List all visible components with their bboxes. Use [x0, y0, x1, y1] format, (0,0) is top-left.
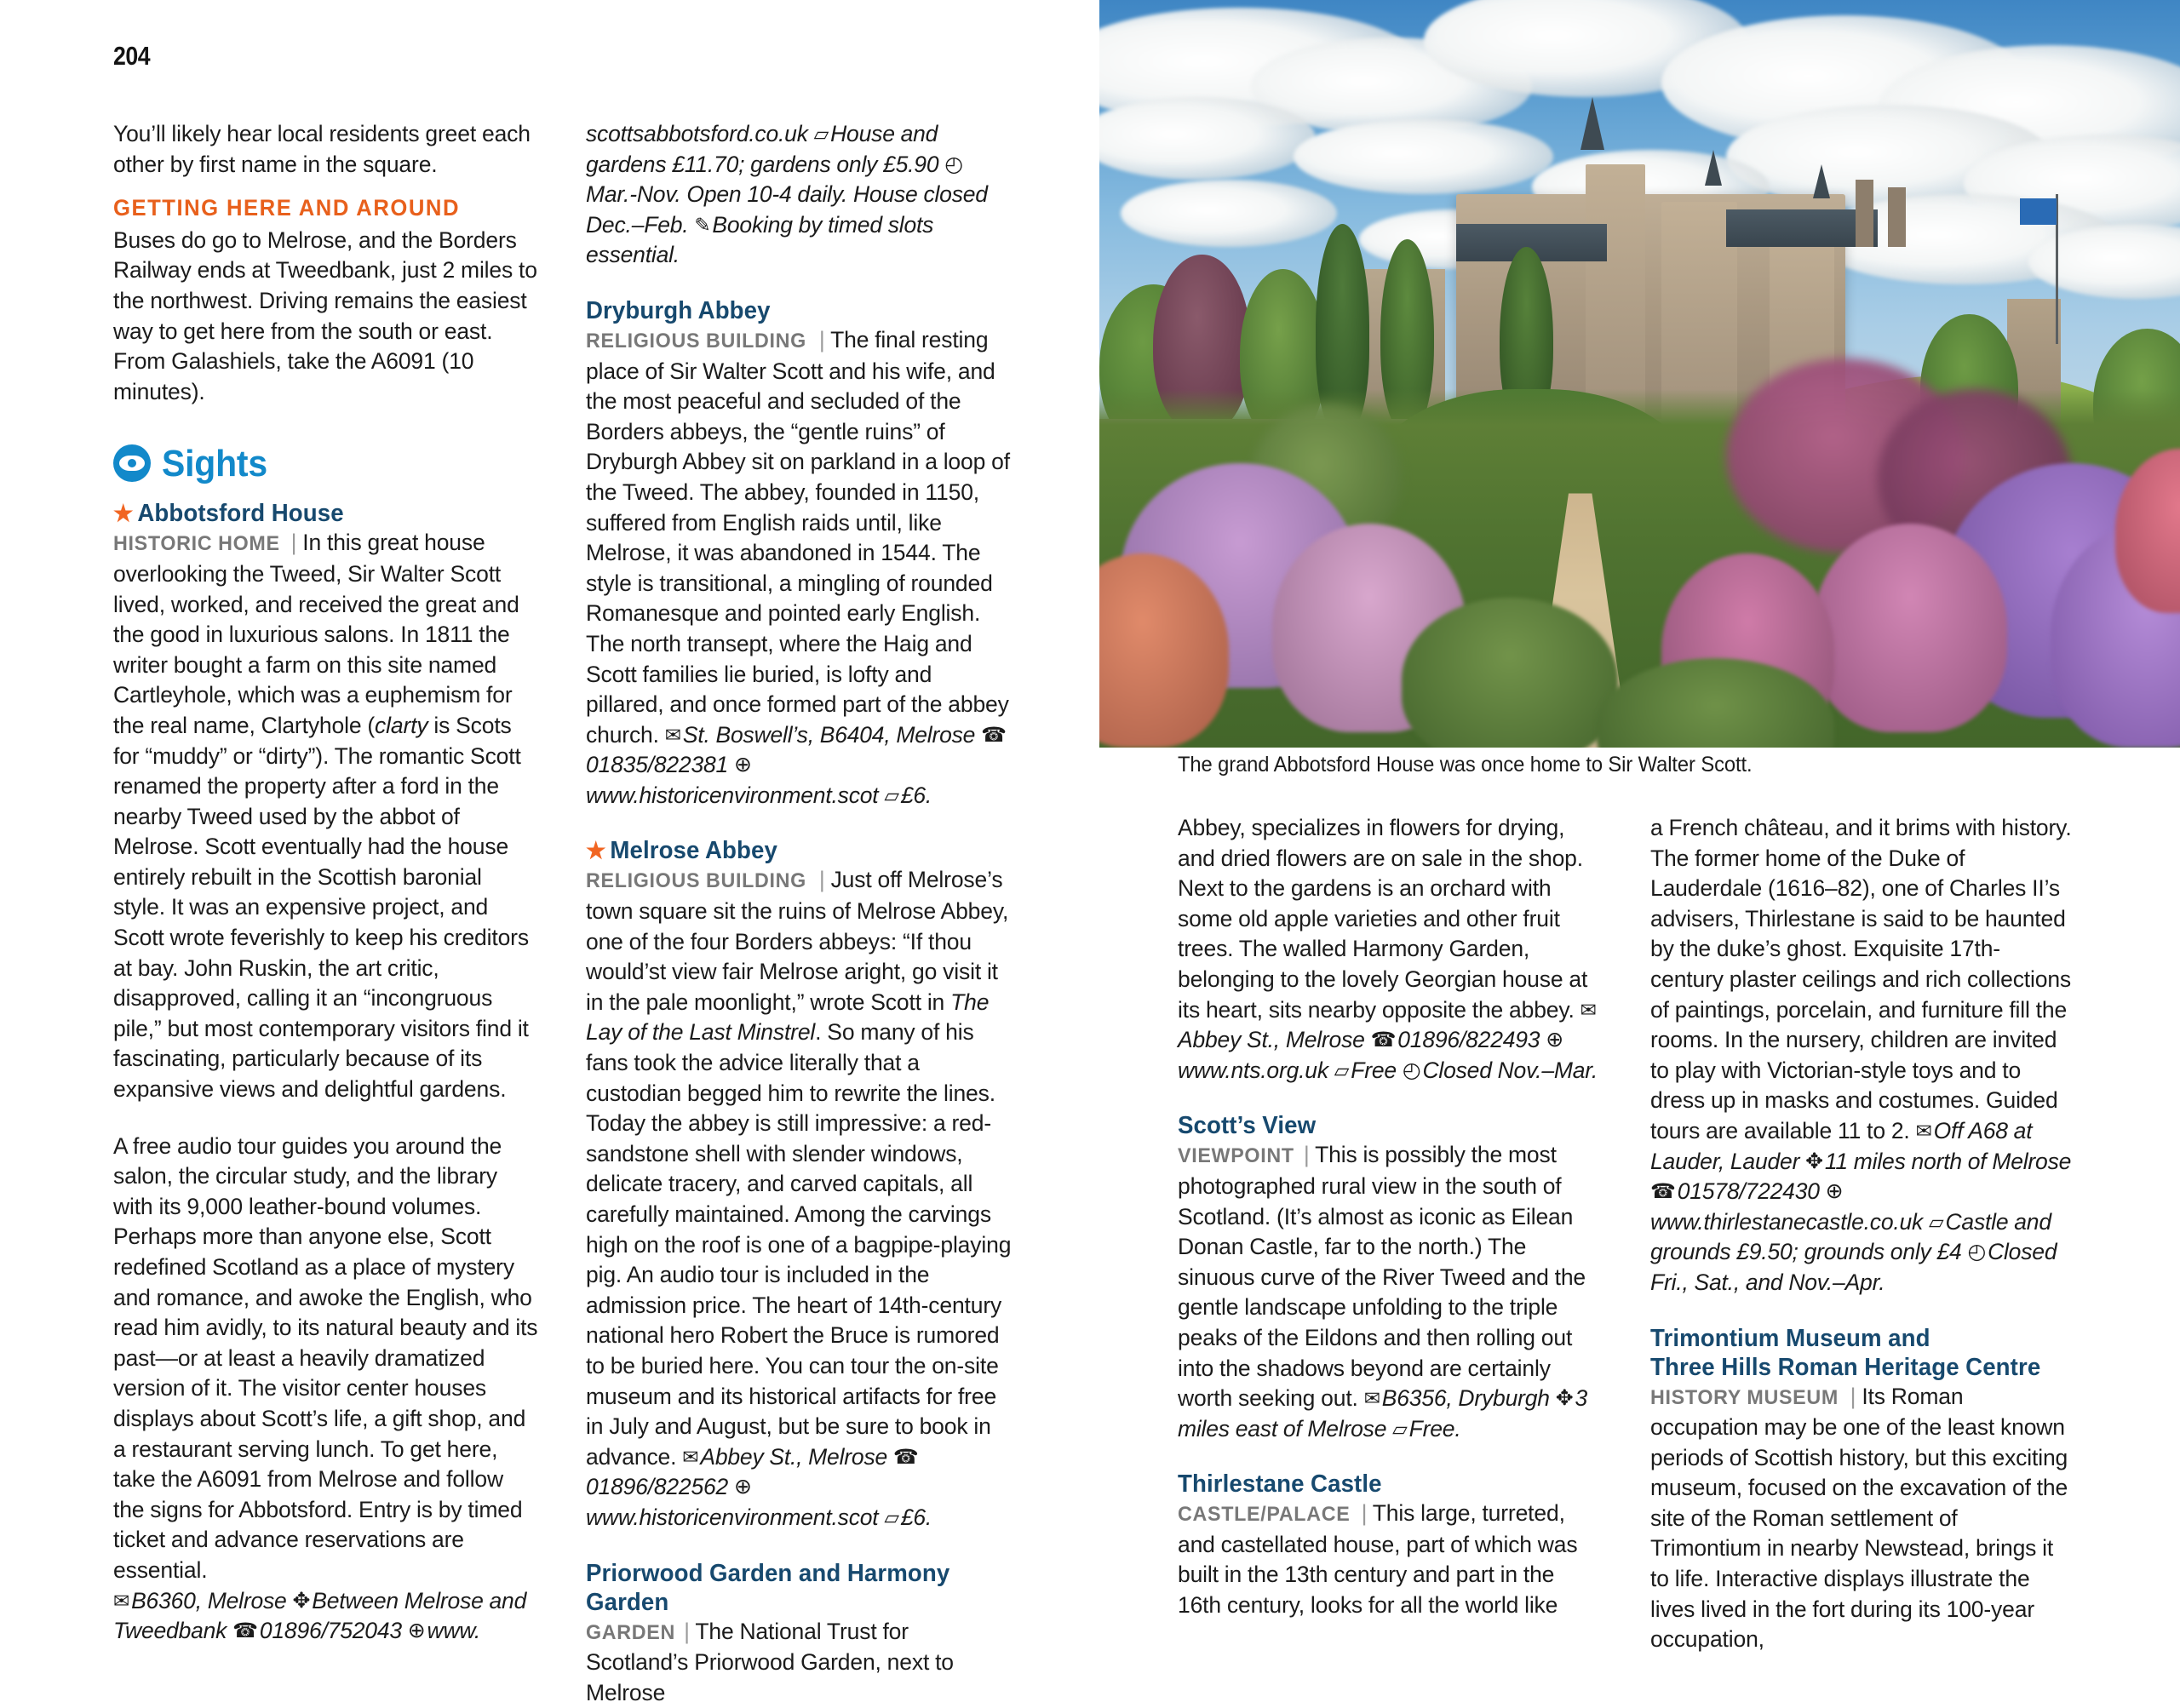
text-column-2	[586, 119, 1012, 1705]
flower-spike	[1813, 524, 2007, 733]
service-directions: 3 miles east of Melrose	[1178, 1385, 1587, 1441]
service-web: www.nts.org.uk	[1178, 1057, 1328, 1083]
service-web: www.historicenvironment.scot	[586, 782, 879, 808]
directions-icon: ✥	[292, 1588, 311, 1613]
separator-bar: |	[1303, 1142, 1310, 1168]
globe-icon: ⊕	[407, 1619, 426, 1643]
poi-category-tag: RELIGIOUS BUILDING	[586, 329, 806, 352]
service-directions: 11 miles north of Melrose	[1824, 1148, 2072, 1174]
service-price: £6.	[900, 782, 932, 808]
poi-category-tag: HISTORY MUSEUM	[1650, 1385, 1839, 1409]
clock-icon: ◴	[1402, 1057, 1421, 1082]
clock-icon: ◴	[1967, 1240, 1987, 1264]
castle-spire	[1580, 97, 1604, 150]
thirlestane-body-continued	[1650, 813, 2072, 1298]
foliage	[1402, 598, 1618, 748]
poi-body-text: a French château, and it brims with history. The former home of the Duke of Lauderdale (1616–82), one of Charles II’s advisers, Thirlestane is said to be haunted by the duke’s ghost. Exquisite 17th-century plaster ceilings and rich collections of paintings, porcelain, and furniture fill the rooms. In the nursery, children are invited to play with Victorian-style toys and to dress up in masks and costumes. Guided tours are available 11 to 2.	[1650, 815, 2072, 1143]
text-column-3	[1178, 813, 1599, 1619]
service-web: www.thirlestanecastle.co.uk	[1650, 1208, 1924, 1235]
poi-body-text: This is possibly the most photographed rural view in the south of Scotland. (It’s almost as iconic as Eilean Donan Castle, far to the north.) The sinuous curve of the River Tweed and the gentle landscape unfolding to the triple peaks of the Eildons and then rolling out into the shadows beyond are certainly worth seeking out.	[1178, 1142, 1586, 1412]
eye-icon	[113, 444, 151, 482]
category-heading-label: Sights	[162, 442, 267, 484]
poi-title: Melrose Abbey	[610, 837, 777, 865]
globe-icon: ⊕	[733, 1475, 752, 1499]
phone-icon: ☎	[981, 723, 1007, 747]
service-address: Abbey St., Melrose	[700, 1443, 888, 1470]
poi-heading-abbotsford-house	[113, 499, 526, 528]
ticket-icon: ▱	[884, 1505, 899, 1528]
poi-heading-melrose-abbey	[586, 836, 999, 865]
poi-category-tag: RELIGIOUS BUILDING	[586, 869, 806, 893]
phone-icon: ☎	[1370, 1029, 1397, 1052]
scottish-flag	[2020, 198, 2057, 226]
separator-bar: |	[684, 1618, 690, 1644]
text-column-1	[113, 119, 539, 1644]
service-phone: 01896/822493	[1397, 1027, 1540, 1053]
poi-body-text-cont: is Scots for “muddy” or “dirty”). The romantic Scott renamed the property after a ford in the nearby Tweed used by the abbot of Melrose. Scott eventually had the house entirely rebuilt in the Scottish baronial style. It was an expensive project, and Scott wrote feverishly to keep his creditors at bay. John Ruskin, the art critic, disapproved, calling it an “incongruous pile,” but most contemporary visitors find it fascinating, particularly because of its expansive views and delightful gardens.	[113, 712, 529, 1103]
poi-body-text: Abbey, specializes in flowers for drying, and dried flowers are on sale in the shop. Next to the gardens is an orchard with some old apple varieties and other fruit trees. The walled Harmony Garden, belonging to the lovely Georgian house at its heart, sits nearby opposite the abbey.	[1178, 815, 1588, 1023]
poi-title-line-1: Trimontium Museum and	[1650, 1324, 1930, 1352]
clock-icon: ◴	[944, 152, 963, 176]
service-web-cont: scottsabbotsford.co.uk	[586, 121, 808, 146]
poi-category-tag: VIEWPOINT	[1178, 1144, 1294, 1168]
separator-bar: |	[290, 530, 297, 556]
service-address: Off A68 at Lauder, Lauder	[1650, 1117, 2033, 1174]
service-directions: Between Melrose and Tweedbank	[113, 1587, 527, 1644]
ticket-icon: ▱	[813, 123, 829, 145]
abbotsford-service-continued	[586, 119, 1012, 271]
envelope-icon: ✉	[1915, 1119, 1932, 1142]
section-heading-getting-here: GETTING HERE AND AROUND	[113, 195, 460, 221]
category-heading-sights	[113, 444, 539, 482]
intro-paragraph: You’ll likely hear local residents greet each other by first name in the square.	[113, 121, 531, 177]
poi-heading-priorwood-garden: Priorwood Garden and Harmony Garden	[586, 1559, 950, 1616]
castle-chimney	[1888, 187, 1905, 247]
poi-body-text: The final resting place of Sir Walter Scott and his wife, and the most peaceful and secluded of the Borders abbeys, the “gentle ruins” of Dryburgh Abbey sit on parkland in a loop of the Tweed. The abbey, founded in 1150, suffered from English raids until, like Melrose, it was abandoned in 1544. The style is transitional, a mingling of rounded Romanesque and pointed early English. The north transept, where the Haig and Scott families lie buried, is lofty and pillared, and once formed part of the abbey church.	[586, 326, 1010, 748]
poi-heading-dryburgh-abbey: Dryburgh Abbey	[586, 296, 771, 324]
poi-abbotsford-body-1	[113, 528, 539, 1104]
poi-heading-scotts-view: Scott’s View	[1178, 1112, 1317, 1140]
poi-scotts-view-body	[1178, 1140, 1599, 1444]
ticket-icon: ▱	[884, 783, 899, 806]
poi-body-text: This large, turreted, and castellated house, part of which was built in the 13th century and part in the 16th century, looks for all the world like	[1178, 1500, 1578, 1619]
poi-heading-trimontium-museum	[1650, 1324, 2059, 1382]
service-web: www.historicenvironment.scot	[586, 1504, 879, 1530]
service-price: Free	[1351, 1057, 1397, 1083]
castle-spire	[1813, 164, 1830, 198]
castle-spire	[1705, 150, 1722, 186]
poi-abbotsford-body-2: A free audio tour guides you around the salon, the circular study, and the library with its 9,000 leather-bound volumes. Perhaps more than anyone else, Scott redefined Scotland as a place of mystery and romance, and awoke the English, who read him avidly, to its natural beauty and its past—or at least a heavily dramatized version of it. The visitor center houses displays about Scott’s life, a gift shop, and a restaurant serving lunch. To get here, take the A6091 from Melrose and follow the signs for Abbotsford. Entry is by timed ticket and advance reservations are essential.	[113, 1132, 538, 1583]
castle-chimney	[1856, 180, 1873, 247]
phone-icon: ☎	[232, 1619, 258, 1643]
separator-bar: |	[1361, 1500, 1368, 1527]
service-booking: Booking by timed slots essential.	[586, 211, 934, 268]
poi-body-text: Its Roman occupation may be one of the least known periods of Scottish history, but this exciting museum, focused on the excavation of the site of the Roman settlement of Trimontium in nearby Newstead, brings it to life. Interactive displays illustrate the lives lived in the fort during its 100-year occupation,	[1650, 1383, 2068, 1653]
service-phone: 01835/822381	[586, 752, 729, 778]
poi-thirlestane-body	[1178, 1499, 1599, 1620]
poi-category-tag: GARDEN	[586, 1620, 675, 1644]
getting-here-body: Buses do go to Melrose, and the Borders Railway ends at Tweedbank, just 2 miles to the northwest. Driving remains the easiest way to get here from the south or east. From Galashiels, take the A6091 (10 minutes).	[113, 226, 537, 404]
service-hours: Mar.-Nov. Open 10-4 daily. House closed Dec.–Feb.	[586, 181, 988, 238]
phone-icon: ☎	[1650, 1180, 1676, 1204]
booking-icon: ✎	[694, 213, 711, 236]
service-price: Free.	[1408, 1415, 1461, 1441]
page-number: 204	[113, 41, 151, 71]
envelope-icon: ✉	[113, 1589, 130, 1612]
poi-title-line-2: Three Hills Roman Heritage Centre	[1650, 1353, 2041, 1381]
service-address: St. Boswell’s, B6404, Melrose	[682, 721, 976, 748]
text-column-4	[1650, 813, 2072, 1653]
globe-icon: ⊕	[1546, 1028, 1563, 1052]
poi-heading-thirlestane-castle: Thirlestane Castle	[1178, 1470, 1382, 1499]
cloud	[1121, 180, 1337, 247]
poi-trimontium-body	[1650, 1382, 2072, 1655]
separator-bar: |	[818, 867, 825, 893]
service-price: House and gardens £11.70; gardens only £5.90	[586, 121, 939, 177]
poi-body-text: Just off Melrose’s town square sit the ruins of Melrose Abbey, one of the four Borders abbeys: “If thou would’st view fair Melrose aright, go visit it in the pale moonlight,” wrote Scott in	[586, 867, 1009, 1015]
service-price: Castle and grounds £9.50; grounds only £4	[1650, 1208, 2051, 1265]
poi-dryburgh-body	[586, 325, 1012, 811]
photo-illustration	[1099, 0, 2180, 748]
star-icon: ★	[586, 838, 606, 864]
poi-melrose-body	[586, 865, 1012, 1533]
poi-abbotsford-service-line	[113, 1586, 539, 1647]
service-phone: 01896/752043	[259, 1618, 402, 1644]
service-address: B6360, Melrose	[131, 1587, 287, 1613]
service-price: £6.	[900, 1504, 932, 1530]
separator-bar: |	[1850, 1383, 1856, 1409]
service-hours: Closed Fri., Sat., and Nov.–Apr.	[1650, 1239, 2057, 1295]
ticket-icon: ▱	[1334, 1058, 1350, 1081]
ticket-icon: ▱	[1392, 1417, 1408, 1440]
poi-category-tag: HISTORIC HOME	[113, 532, 280, 556]
envelope-icon: ✉	[1580, 998, 1597, 1021]
ticket-icon: ▱	[1928, 1210, 1944, 1233]
directions-icon: ✥	[1555, 1386, 1574, 1411]
service-web-partial: www.	[427, 1618, 481, 1644]
poi-title: Abbotsford House	[137, 500, 344, 528]
service-address: Abbey St., Melrose	[1178, 1027, 1365, 1053]
service-phone: 01578/722430	[1677, 1178, 1820, 1205]
poi-body-italic-title: The Lay of the Last Minstrel	[586, 989, 990, 1046]
poi-category-tag: CASTLE/PALACE	[1178, 1503, 1351, 1527]
priorwood-body-continued	[1178, 813, 1599, 1086]
phone-icon: ☎	[892, 1445, 919, 1469]
photo-caption: The grand Abbotsford House was once home to Sir Walter Scott.	[1178, 753, 1753, 777]
poi-body-text: The National Trust for Scotland’s Priorwood Garden, next to Melrose	[586, 1618, 954, 1705]
abbotsford-house-photo	[1099, 0, 2180, 748]
star-icon: ★	[113, 501, 134, 527]
service-phone: 01896/822562	[586, 1474, 729, 1500]
service-hours: Closed Nov.–Mar.	[1422, 1057, 1598, 1083]
envelope-icon: ✉	[664, 723, 681, 746]
poi-body-italic: clarty	[375, 712, 428, 738]
separator-bar: |	[818, 326, 825, 352]
globe-icon: ⊕	[733, 753, 752, 777]
envelope-icon: ✉	[682, 1445, 699, 1468]
cloud	[1294, 119, 1553, 194]
poi-body-text-cont: . So many of his fans took the advice literally that a custodian begged him to rewrite the lines. Today the abbey is still impressive: a red-sandstone shell with slender windows, delicate tracery, and carved capitals, all carefully maintained. Among the carvings high on the roof is one of a bagpipe-playing pig. An audio tour is included in the admission price. The heart of 14th-century national hero Robert the Bruce is rumored to be buried here. You can tour the on-site museum and its historical artifacts for free in July and August, but be sure to book in advance.	[586, 1019, 1012, 1470]
service-address: B6356, Dryburgh	[1381, 1385, 1550, 1412]
envelope-icon: ✉	[1363, 1387, 1380, 1410]
castle-roof	[1726, 209, 1878, 247]
poi-body-text: In this great house overlooking the Tweed, Sir Walter Scott lived, worked, and received the great and the good in luxurious salons. In 1811 the writer bought a farm on this site named Cartleyhole, which was a euphemism for the real name, Clartyhole (	[113, 530, 519, 738]
directions-icon: ✥	[1805, 1149, 1823, 1173]
poi-priorwood-body	[586, 1617, 1012, 1708]
globe-icon: ⊕	[1825, 1179, 1844, 1204]
